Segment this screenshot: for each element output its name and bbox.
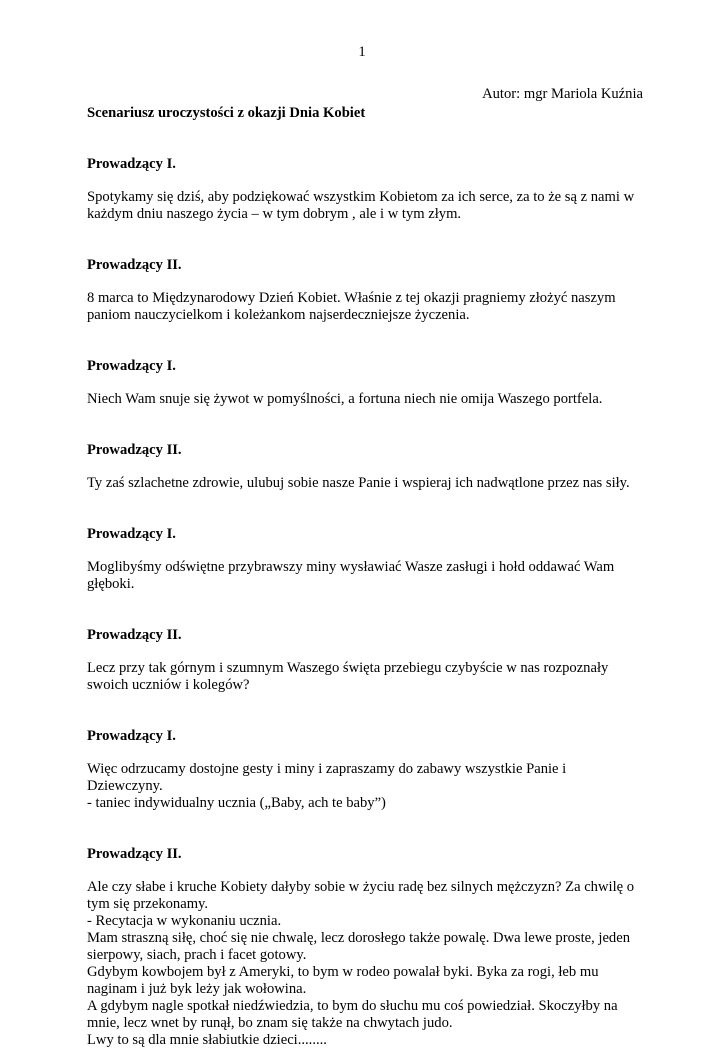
document-body xyxy=(87,86,643,1049)
speaker-heading: Prowadzący I. xyxy=(87,156,176,172)
text-line: sierpowy, siach, prach i facet gotowy. xyxy=(87,947,307,963)
text-line: Dziewczyny. xyxy=(87,778,163,794)
text-line: Moglibyśmy odświętne przybrawszy miny wysławiać Wasze zasługi i hołd oddawać Wam xyxy=(87,559,615,575)
text-line: Spotykamy się dziś, aby podziękować wszystkim Kobietom za ich serce, za to że są z nami w xyxy=(87,189,635,205)
page-number: 1 xyxy=(358,44,366,60)
text-line: Gdybym kowbojem był z Ameryki, to bym w rodeo powalał byki. Byka za rogi, łeb mu xyxy=(87,964,599,980)
text-line: A gdybym nagle spotkał niedźwiedzia, to bym do słuchu mu coś powiedział. Skoczyłby na xyxy=(87,998,618,1014)
speaker-heading: Prowadzący I. xyxy=(87,526,176,542)
dialogue-paragraph xyxy=(87,475,643,492)
text-line: głęboki. xyxy=(87,576,135,592)
text-line: - Recytacja w wykonaniu ucznia. xyxy=(87,913,282,929)
author-line: Autor: mgr Mariola Kuźnia xyxy=(482,86,643,102)
dialogue-paragraph xyxy=(87,189,643,223)
document-title: Scenariusz uroczystości z okazji Dnia Kobiet xyxy=(87,105,366,121)
sections-container xyxy=(87,156,643,1049)
text-line: paniom nauczycielkom i koleżankom najserdeczniejsze życzenia. xyxy=(87,307,470,323)
text-line: Lwy to są dla mnie słabiutkie dzieci........ xyxy=(87,1032,327,1048)
text-line: Ty zaś szlachetne zdrowie, ulubuj sobie nasze Panie i wspieraj ich nadwątlone przez nas siły. xyxy=(87,475,630,491)
text-line: Mam straszną siłę, choć się nie chwalę, lecz dorosłego także powalę. Dwa lewe proste, jeden xyxy=(87,930,630,946)
speaker-heading: Prowadzący II. xyxy=(87,627,182,643)
text-line: 8 marca to Międzynarodowy Dzień Kobiet. Właśnie z tej okazji pragniemy złożyć naszym xyxy=(87,290,616,306)
dialogue-paragraph xyxy=(87,761,643,812)
text-line: Niech Wam snuje się żywot w pomyślności, a fortuna niech nie omija Waszego portfela. xyxy=(87,391,603,407)
text-line: Więc odrzucamy dostojne gesty i miny i zapraszamy do zabawy wszystkie Panie i xyxy=(87,761,567,777)
speaker-heading: Prowadzący II. xyxy=(87,442,182,458)
speaker-heading: Prowadzący I. xyxy=(87,358,176,374)
speaker-heading: Prowadzący I. xyxy=(87,728,176,744)
dialogue-paragraph xyxy=(87,660,643,694)
text-line: Lecz przy tak górnym i szumnym Waszego święta przebiegu czybyście w nas rozpoznały xyxy=(87,660,609,676)
text-line: - taniec indywidualny ucznia („Baby, ach te baby”) xyxy=(87,795,386,811)
text-line: tym się przekonamy. xyxy=(87,896,209,912)
dialogue-paragraph xyxy=(87,559,643,593)
dialogue-paragraph xyxy=(87,290,643,324)
text-line: naginam i już byk leży jak wołowina. xyxy=(87,981,307,997)
text-line: swoich uczniów i kolegów? xyxy=(87,677,250,693)
text-line: mnie, lecz wnet by runął, bo znam się także na chwytach judo. xyxy=(87,1015,453,1031)
text-line: Ale czy słabe i kruche Kobiety dałyby sobie w życiu radę bez silnych mężczyzn? Za chwilę o xyxy=(87,879,635,895)
speaker-heading: Prowadzący II. xyxy=(87,257,182,273)
dialogue-paragraph xyxy=(87,391,643,408)
speaker-heading: Prowadzący II. xyxy=(87,846,182,862)
text-line: każdym dniu naszego życia – w tym dobrym , ale i w tym złym. xyxy=(87,206,462,222)
